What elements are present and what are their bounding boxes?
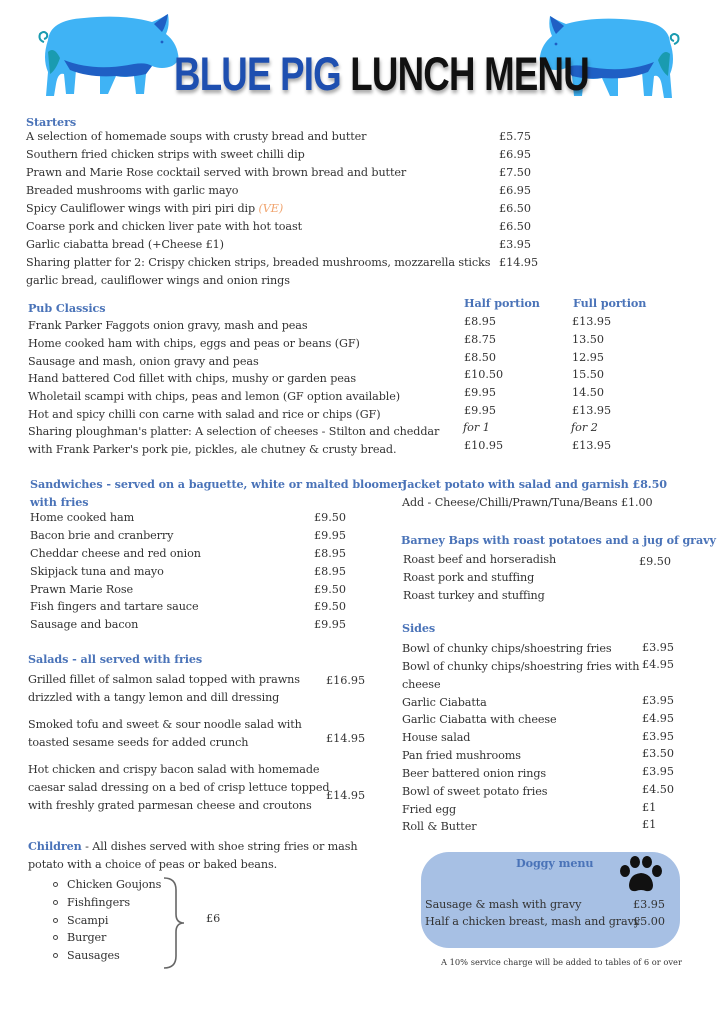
children-description — [28, 838, 357, 856]
list-item — [53, 876, 161, 894]
full-price: 14.50 — [572, 386, 605, 399]
menu-item-price: £3.50 — [642, 747, 675, 760]
section-heading: Doggy menu — [516, 856, 594, 870]
menu-item-line: drizzled with a tangy lemon and dill dressing — [28, 691, 280, 704]
menu-item-name: Hand battered Cod fillet with chips, mushy or garden peas — [28, 372, 357, 385]
section-heading: Jacket potato with salad and garnish £8.50 — [402, 477, 667, 491]
full-price: £13.95 — [572, 439, 612, 452]
menu-item-price: £9.95 — [314, 529, 347, 542]
menu-item-name: Wholetail scampi with chips, peas and lemon (GF option available) — [28, 390, 401, 403]
children-description-line1: - All dishes served with shoe string fries or mash — [81, 840, 358, 853]
menu-item-price: £5.75 — [499, 130, 532, 143]
menu-item-name: Hot and spicy chilli con carne with salad and rice or chips (GF) — [28, 408, 381, 421]
menu-item-name: Garlic Ciabatta — [402, 696, 487, 709]
vegan-tag: (VE) — [258, 202, 284, 215]
column-header-full: Full portion — [573, 296, 647, 310]
menu-item-price: £3.95 — [633, 898, 666, 911]
menu-item-price: £6.95 — [499, 148, 532, 161]
service-charge-note: A 10% service charge will be added to tables of 6 or over — [441, 957, 682, 967]
menu-item-name: Home cooked ham with chips, eggs and peas or beans (GF) — [28, 337, 360, 350]
section-heading: Children — [28, 839, 82, 853]
list-item-label: Sausages — [67, 949, 120, 962]
title-lunch-menu: LUNCH MENU — [350, 47, 589, 100]
menu-item-price: £4.95 — [642, 658, 675, 671]
full-price: £13.95 — [572, 404, 612, 417]
full-portion-note: for 2 — [571, 421, 598, 434]
half-price: £10.95 — [464, 439, 504, 452]
menu-item-name: with Frank Parker's pork pie, pickles, ale chutney & crusty bread. — [28, 443, 397, 456]
menu-item-name: Sharing ploughman's platter: A selection of cheeses - Stilton and cheddar — [28, 425, 440, 438]
menu-item-name: Roll & Butter — [402, 820, 477, 833]
menu-item-name: Half a chicken breast, mash and gravy — [425, 915, 641, 928]
menu-item-name: Southern fried chicken strips with sweet chilli dip — [26, 148, 305, 161]
menu-item-name: Bowl of chunky chips/shoestring fries with — [402, 660, 640, 673]
menu-item-name: Prawn and Marie Rose cocktail served with brown bread and butter — [26, 166, 407, 179]
menu-item-price: £9.95 — [314, 618, 347, 631]
column-header-half: Half portion — [464, 296, 540, 310]
menu-item-price: £14.95 — [499, 256, 539, 269]
jacket-addons: Add - Cheese/Chilli/Prawn/Tuna/Beans £1.00 — [402, 496, 653, 509]
menu-item-price: £3.95 — [642, 765, 675, 778]
menu-item-price: £14.95 — [326, 732, 366, 745]
menu-item-price: £5.00 — [633, 915, 666, 928]
menu-item-name: Bowl of chunky chips/shoestring fries — [402, 642, 612, 655]
menu-item-name: Breaded mushrooms with garlic mayo — [26, 184, 239, 197]
children-price: £6 — [206, 912, 221, 925]
half-portion-note: for 1 — [463, 421, 490, 434]
menu-item-name: Cheddar cheese and red onion — [30, 547, 201, 560]
menu-item-name: Sausage and bacon — [30, 618, 139, 631]
menu-item-name: Roast turkey and stuffing — [403, 589, 545, 602]
section-heading: Sides — [402, 621, 436, 635]
half-price: £9.95 — [464, 386, 497, 399]
bullet-icon — [53, 900, 58, 905]
menu-item-name: Frank Parker Faggots onion gravy, mash and peas — [28, 319, 308, 332]
menu-item-price: £3.95 — [642, 730, 675, 743]
full-price: 13.50 — [572, 333, 605, 346]
menu-item-line: toasted sesame seeds for added crunch — [28, 736, 249, 749]
section-heading-line2: with fries — [30, 495, 89, 509]
bullet-icon — [53, 882, 58, 887]
menu-item-name: Coarse pork and chicken liver pate with hot toast — [26, 220, 303, 233]
menu-item-name: Roast pork and stuffing — [403, 571, 535, 584]
menu-item-price: £6.50 — [499, 220, 532, 233]
menu-item-price: £1 — [642, 818, 657, 831]
bullet-icon — [53, 935, 58, 940]
menu-item-name: Sausage & mash with gravy — [425, 898, 582, 911]
menu-item-name: House salad — [402, 731, 471, 744]
menu-item-name: Bowl of sweet potato fries — [402, 785, 548, 798]
section-heading: Pub Classics — [28, 301, 106, 315]
bullet-icon — [53, 953, 58, 958]
menu-item-name: A selection of homemade soups with crusty bread and butter — [26, 130, 367, 143]
menu-item-price: £4.50 — [642, 783, 675, 796]
menu-item-price: £7.50 — [499, 166, 532, 179]
menu-item-name: Garlic Ciabatta with cheese — [402, 713, 557, 726]
list-item-label: Fishfingers — [67, 896, 130, 909]
title-blue-pig: BLUE PIG — [174, 47, 341, 100]
page-title — [174, 46, 589, 102]
section-heading: Salads - all served with fries — [28, 652, 203, 666]
menu-item-price: £14.95 — [326, 789, 366, 802]
menu-item-price: £4.95 — [642, 712, 675, 725]
bullet-icon — [53, 918, 58, 923]
half-price: £9.95 — [464, 404, 497, 417]
menu-item-price: £8.95 — [314, 547, 347, 560]
list-item-label: Burger — [67, 931, 107, 944]
menu-item-price: £9.50 — [314, 511, 347, 524]
menu-item-name-line2: garlic bread, cauliflower wings and onion rings — [26, 274, 290, 287]
menu-item-line: with freshly grated parmesan cheese and croutons — [28, 799, 312, 812]
children-description-line2: potato with a choice of peas or baked beans. — [28, 858, 278, 871]
menu-item-line: Hot chicken and crispy bacon salad with homemade — [28, 763, 320, 776]
menu-item-name: Beer battered onion rings — [402, 767, 547, 780]
list-item-label: Scampi — [67, 914, 109, 927]
list-item — [53, 929, 106, 947]
menu-item-name: Prawn Marie Rose — [30, 583, 134, 596]
menu-item-price: £3.95 — [642, 641, 675, 654]
menu-item-name: Bacon brie and cranberry — [30, 529, 174, 542]
paw-print-icon — [618, 856, 664, 894]
menu-item-text: Spicy Cauliflower wings with piri piri dip — [26, 202, 259, 215]
menu-item-price: £9.50 — [639, 555, 672, 568]
menu-item-name: Pan fried mushrooms — [402, 749, 521, 762]
section-heading: Sandwiches - served on a baguette, white or malted bloomer — [30, 477, 404, 491]
menu-item-line: Smoked tofu and sweet & sour noodle salad with — [28, 718, 302, 731]
menu-item-price: £3.95 — [642, 694, 675, 707]
menu-item-name: Garlic ciabatta bread (+Cheese £1) — [26, 238, 224, 251]
half-price: £8.95 — [464, 315, 497, 328]
menu-item-name: Fried egg — [402, 803, 457, 816]
list-item — [53, 947, 120, 965]
menu-item-price: £3.95 — [499, 238, 532, 251]
list-item — [53, 894, 130, 912]
full-price: 15.50 — [572, 368, 605, 381]
menu-item-price: £1 — [642, 801, 657, 814]
half-price: £8.75 — [464, 333, 497, 346]
section-heading: Starters — [26, 115, 77, 129]
section-heading: Barney Baps with roast potatoes and a jug of gravy — [401, 533, 716, 547]
menu-item-line: Grilled fillet of salmon salad topped with prawns — [28, 673, 300, 686]
half-price: £10.50 — [464, 368, 504, 381]
menu-item-price: £9.50 — [314, 583, 347, 596]
list-item — [53, 912, 108, 930]
list-item-label: Chicken Goujons — [67, 878, 162, 891]
full-price: £13.95 — [572, 315, 612, 328]
half-price: £8.50 — [464, 351, 497, 364]
menu-item-price: £9.50 — [314, 600, 347, 613]
menu-item-name: Fish fingers and tartare sauce — [30, 600, 199, 613]
menu-item-name: Sharing platter for 2: Crispy chicken strips, breaded mushrooms, mozzarella sticks — [26, 256, 491, 269]
menu-item-price: £6.95 — [499, 184, 532, 197]
menu-item-name — [26, 200, 283, 218]
menu-item-price: £6.50 — [499, 202, 532, 215]
menu-item-name: Skipjack tuna and mayo — [30, 565, 164, 578]
menu-item-line: caesar salad dressing on a bed of crisp lettuce topped — [28, 781, 330, 794]
full-price: 12.95 — [572, 351, 605, 364]
curly-brace-icon — [162, 876, 186, 970]
menu-item-name-line2: cheese — [402, 678, 441, 691]
menu-item-price: £16.95 — [326, 674, 366, 687]
menu-item-name: Roast beef and horseradish — [403, 553, 557, 566]
menu-item-name: Home cooked ham — [30, 511, 135, 524]
menu-item-price: £8.95 — [314, 565, 347, 578]
menu-item-name: Sausage and mash, onion gravy and peas — [28, 355, 259, 368]
pig-icon — [34, 12, 184, 98]
